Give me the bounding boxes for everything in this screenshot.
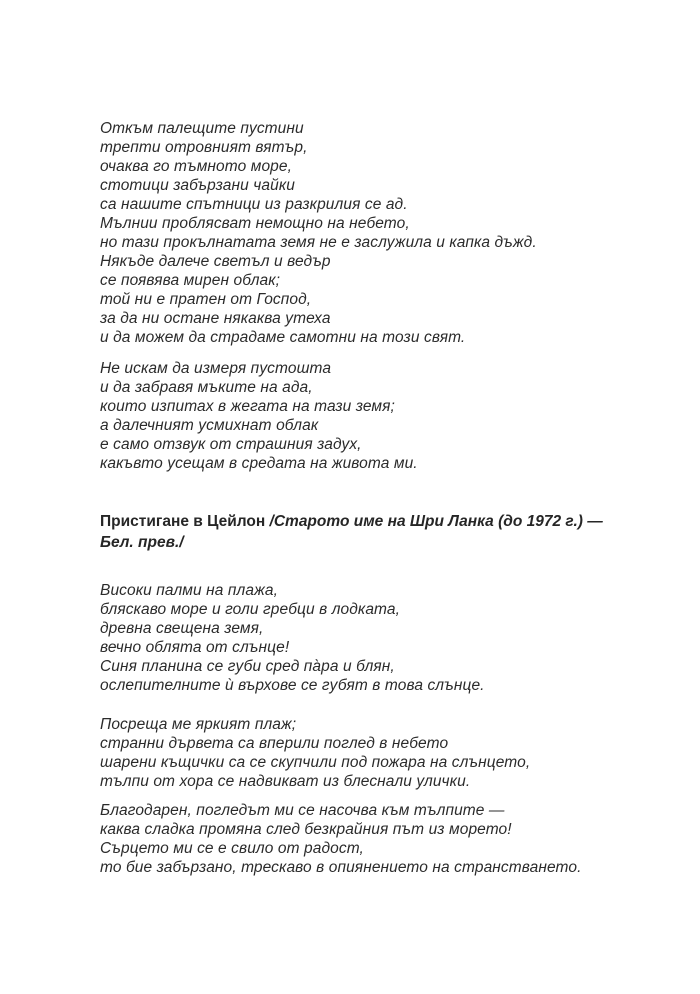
verse-line: Посреща ме яркият плаж; <box>100 716 297 733</box>
poem-title <box>100 511 620 553</box>
poem-title-text: Пристигане в Цейлон <box>100 513 270 530</box>
verse-line: е само отзвук от страшния задух, <box>100 436 362 453</box>
poem-stanza <box>100 119 660 347</box>
verse-line: стотици забързани чайки <box>100 177 295 194</box>
verse-line: тълпи от хора се надвикват из блеснали улички. <box>100 773 471 790</box>
verse-line: Не искам да измеря пустошта <box>100 360 332 377</box>
verse-line: древна свещена земя, <box>100 620 264 637</box>
verse-line: то бие забързано, трескаво в опиянението на странстването. <box>100 859 582 876</box>
verse-line: но тази прокълнатата земя не е заслужила и капка дъжд. <box>100 234 537 251</box>
verse-line: са нашите спътници из разкрилия се ад. <box>100 196 408 213</box>
verse-line: странни дървета са вперили поглед в небето <box>100 735 449 752</box>
verse-line: а далечният усмихнат облак <box>100 417 319 434</box>
verse-line: шарени къщички са се скупчили под пожара на слънцето, <box>100 754 531 771</box>
verse-line: Откъм палещите пустини <box>100 120 304 137</box>
verse-line: Синя планина се губи сред па̀ра и блян, <box>100 658 395 675</box>
verse-line: какъвто усещам в средата на живота ми. <box>100 455 418 472</box>
verse-line: които изпитах в жегата на тази земя; <box>100 398 395 415</box>
verse-line: той ни е пратен от Господ, <box>100 291 312 308</box>
verse-line: трепти отровният вятър, <box>100 139 308 156</box>
verse-line: очаква го тъмното море, <box>100 158 293 175</box>
verse-line: ослепителните ѝ върхове се губят в това слънце. <box>100 677 485 694</box>
verse-line: Някъде далече светъл и ведър <box>100 253 331 270</box>
verse-line: и да забравя мъките на ада, <box>100 379 313 396</box>
poem-stanza <box>100 581 660 695</box>
verse-line: и да можем да страдаме самотни на този свят. <box>100 329 466 346</box>
poem-stanza <box>100 715 660 791</box>
verse-line: Сърцето ми се е свило от радост, <box>100 840 364 857</box>
verse-line: за да ни остане някаква утеха <box>100 310 331 327</box>
verse-line: вечно облята от слънце! <box>100 639 290 656</box>
poem-stanza <box>100 801 660 877</box>
verse-line: Високи палми на плажа, <box>100 582 278 599</box>
verse-line: Благодарен, погледът ми се насочва към тълпите — <box>100 802 505 819</box>
poem-stanza <box>100 359 660 473</box>
translator-note: /Старото име на Шри Ланка (до 1972 г.) — Бел. прев./ <box>100 513 603 551</box>
verse-line: бляскаво море и голи гребци в лодката, <box>100 601 401 618</box>
verse-line: каква сладка промяна след безкрайния път из морето! <box>100 821 512 838</box>
verse-line: се появява мирен облак; <box>100 272 281 289</box>
verse-line: Мълнии проблясват немощно на небето, <box>100 215 410 232</box>
